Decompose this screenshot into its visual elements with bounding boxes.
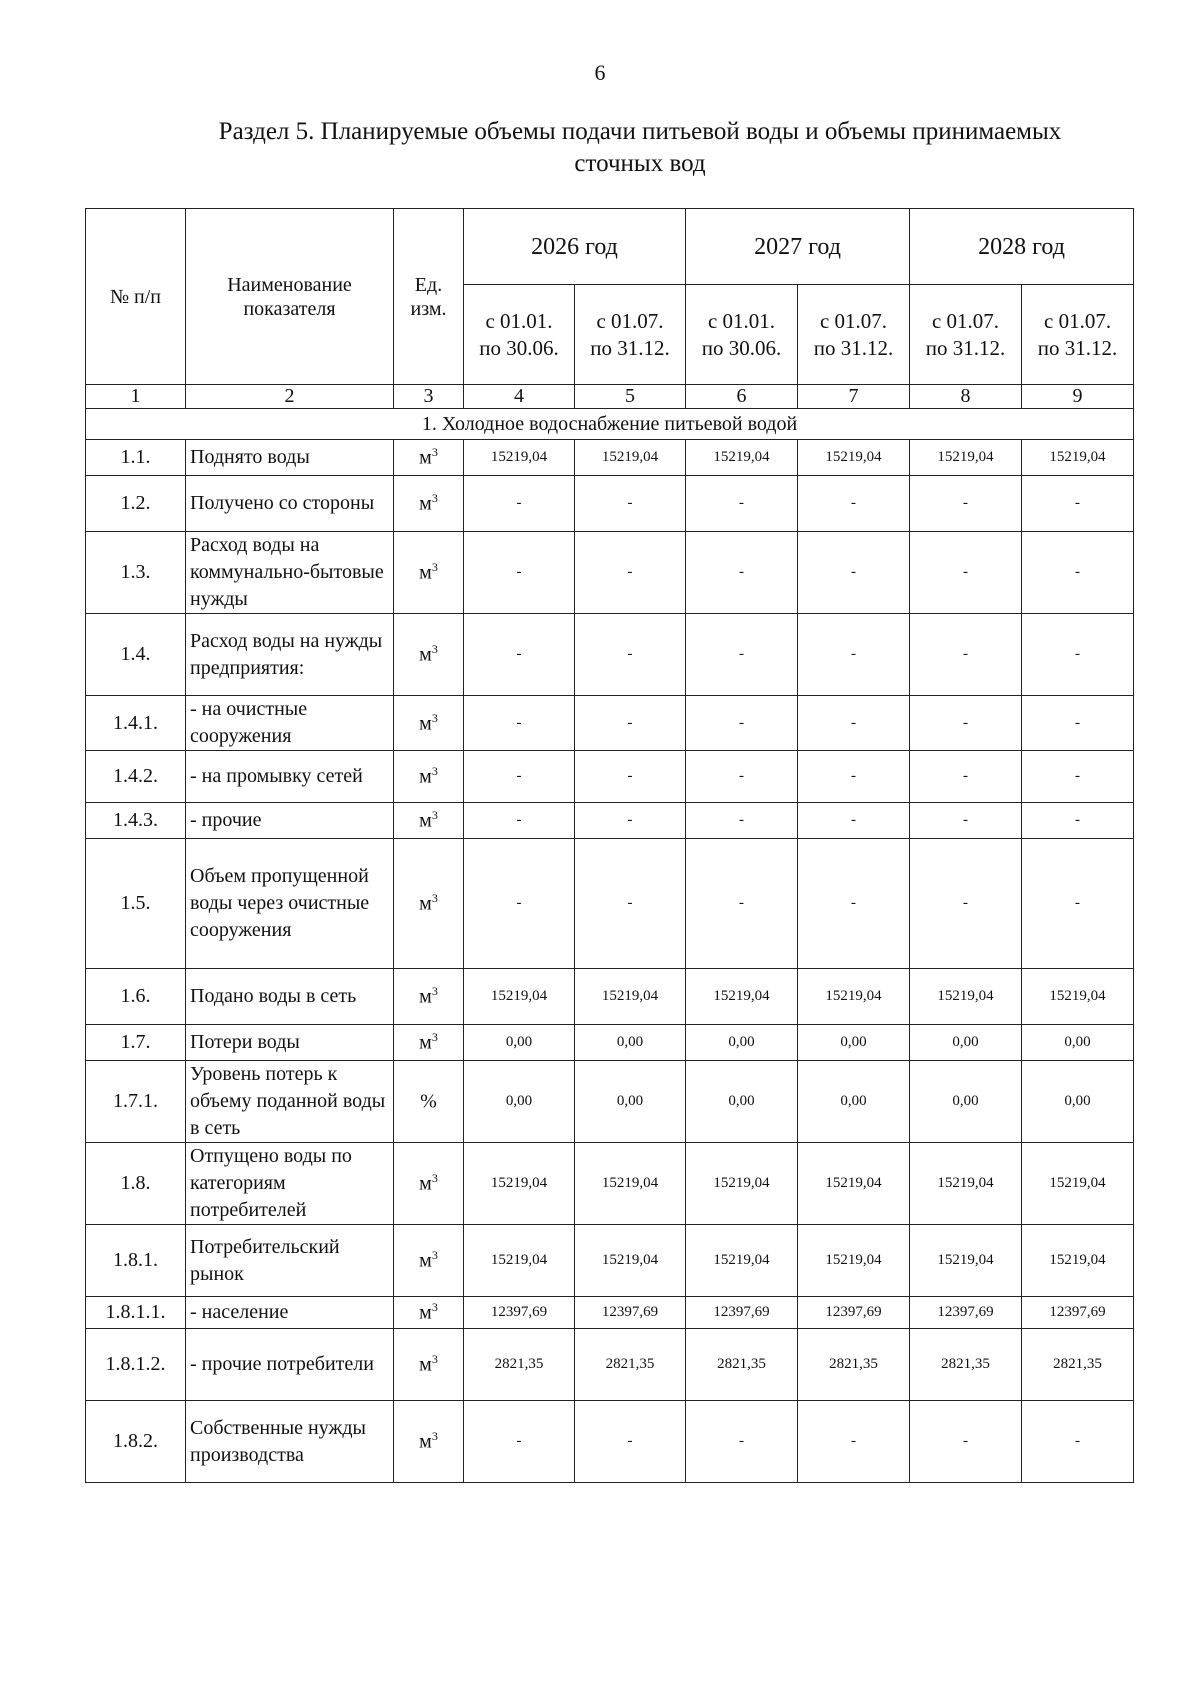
unit-exponent: 3 <box>431 1429 438 1444</box>
row-value: - <box>464 532 575 614</box>
row-indicator-name: Поднято воды <box>186 440 394 476</box>
row-value: 2821,35 <box>575 1329 686 1401</box>
column-number: 2 <box>186 385 394 409</box>
row-value: 15219,04 <box>910 1225 1022 1297</box>
unit-base: м <box>419 561 432 584</box>
unit-exponent: 3 <box>431 1300 438 1315</box>
row-value: 15219,04 <box>686 1143 798 1225</box>
header-period: с 01.07. по 31.12. <box>575 285 686 385</box>
section-title-line1: Раздел 5. Планируемые объемы подачи питьевой воды и объемы принимаемых <box>218 118 1062 145</box>
row-indicator-name: - население <box>186 1297 394 1329</box>
row-value: - <box>798 751 910 803</box>
table-row <box>86 696 1134 751</box>
row-value: 15219,04 <box>798 969 910 1025</box>
header-name: Наименование показателя <box>186 209 394 385</box>
section-heading-row <box>86 409 1134 440</box>
row-value: - <box>686 532 798 614</box>
unit-base: м <box>419 892 432 915</box>
unit-base: м <box>419 1301 432 1324</box>
row-indicator-name: Расход воды на коммунально-бытовые нужды <box>186 532 394 614</box>
header-period: с 01.07. по 31.12. <box>910 285 1022 385</box>
table-body <box>86 209 1134 1483</box>
unit-base: м <box>419 643 432 666</box>
row-value: 15219,04 <box>575 969 686 1025</box>
row-indicator-name: - прочие потребители <box>186 1329 394 1401</box>
row-value: - <box>910 532 1022 614</box>
row-value: 15219,04 <box>686 969 798 1025</box>
row-value: - <box>575 614 686 696</box>
row-value: - <box>464 839 575 969</box>
row-value: 0,00 <box>464 1025 575 1061</box>
row-indicator-name: Расход воды на нужды предприятия: <box>186 614 394 696</box>
row-value: 15219,04 <box>1022 440 1134 476</box>
unit-exponent: 3 <box>431 1171 438 1186</box>
row-value: - <box>798 696 910 751</box>
row-unit <box>394 969 464 1025</box>
row-value: 2821,35 <box>910 1329 1022 1401</box>
unit-exponent: 3 <box>431 1030 438 1045</box>
row-value: - <box>464 751 575 803</box>
row-number: 1.5. <box>86 839 186 969</box>
row-value: 15219,04 <box>1022 969 1134 1025</box>
row-value: - <box>686 476 798 532</box>
unit-exponent: 3 <box>431 891 438 906</box>
row-value: 0,00 <box>575 1025 686 1061</box>
row-number: 1.8.1. <box>86 1225 186 1297</box>
row-number: 1.4. <box>86 614 186 696</box>
unit-base: % <box>420 1090 437 1113</box>
row-indicator-name: Потребительский рынок <box>186 1225 394 1297</box>
row-value: - <box>686 1401 798 1483</box>
row-value: 0,00 <box>686 1061 798 1143</box>
row-number: 1.2. <box>86 476 186 532</box>
row-value: - <box>798 476 910 532</box>
unit-base: м <box>419 492 432 515</box>
unit-exponent: 3 <box>431 560 438 575</box>
row-value: 2821,35 <box>464 1329 575 1401</box>
row-number: 1.6. <box>86 969 186 1025</box>
row-value: 15219,04 <box>575 1143 686 1225</box>
unit-base: м <box>419 712 432 735</box>
row-unit <box>394 440 464 476</box>
row-value: - <box>910 803 1022 839</box>
row-value: 15219,04 <box>575 440 686 476</box>
header-year-2027: 2027 год <box>686 209 910 285</box>
row-value: - <box>464 1401 575 1483</box>
row-indicator-name: Уровень потерь к объему поданной воды в сеть <box>186 1061 394 1143</box>
table-row <box>86 969 1134 1025</box>
row-value: - <box>575 696 686 751</box>
unit-base: м <box>419 446 432 469</box>
row-value: - <box>1022 839 1134 969</box>
row-unit <box>394 1061 464 1143</box>
row-unit <box>394 751 464 803</box>
header-period: с 01.07. по 31.12. <box>798 285 910 385</box>
unit-exponent: 3 <box>431 491 438 506</box>
row-value: - <box>575 532 686 614</box>
table-row <box>86 1329 1134 1401</box>
row-value: - <box>1022 696 1134 751</box>
row-unit <box>394 614 464 696</box>
row-indicator-name: Отпущено воды по категориям потребителей <box>186 1143 394 1225</box>
table-row <box>86 1401 1134 1483</box>
row-value: 12397,69 <box>798 1297 910 1329</box>
row-indicator-name: Собственные нужды производства <box>186 1401 394 1483</box>
unit-exponent: 3 <box>431 642 438 657</box>
row-unit <box>394 839 464 969</box>
column-number: 9 <box>1022 385 1134 409</box>
row-value: - <box>464 696 575 751</box>
row-value: - <box>686 696 798 751</box>
row-indicator-name: Подано воды в сеть <box>186 969 394 1025</box>
unit-exponent: 3 <box>431 808 438 823</box>
header-period: с 01.01. по 30.06. <box>464 285 575 385</box>
unit-base: м <box>419 1353 432 1376</box>
header-period: с 01.01. по 30.06. <box>686 285 798 385</box>
header-year-2028: 2028 год <box>910 209 1134 285</box>
row-value: 0,00 <box>798 1061 910 1143</box>
row-number: 1.7.1. <box>86 1061 186 1143</box>
row-value: 15219,04 <box>1022 1225 1134 1297</box>
row-value: - <box>575 803 686 839</box>
row-value: 2821,35 <box>1022 1329 1134 1401</box>
header-unit: Ед. изм. <box>394 209 464 385</box>
row-value: - <box>1022 532 1134 614</box>
column-number: 1 <box>86 385 186 409</box>
row-number: 1.1. <box>86 440 186 476</box>
row-unit <box>394 1297 464 1329</box>
row-value: 15219,04 <box>798 1143 910 1225</box>
unit-base: м <box>419 985 432 1008</box>
row-value: - <box>1022 1401 1134 1483</box>
unit-base: м <box>419 1031 432 1054</box>
header-row-years <box>86 209 1134 285</box>
row-value: - <box>1022 803 1134 839</box>
unit-exponent: 3 <box>431 1352 438 1367</box>
row-number: 1.4.2. <box>86 751 186 803</box>
row-value: - <box>910 476 1022 532</box>
table-row <box>86 1225 1134 1297</box>
row-value: 0,00 <box>910 1061 1022 1143</box>
table-row <box>86 1061 1134 1143</box>
unit-base: м <box>419 1249 432 1272</box>
header-year-2026: 2026 год <box>464 209 686 285</box>
row-value: 0,00 <box>910 1025 1022 1061</box>
table-row <box>86 614 1134 696</box>
row-value: - <box>1022 751 1134 803</box>
unit-exponent: 3 <box>431 984 438 999</box>
row-indicator-name: Получено со стороны <box>186 476 394 532</box>
row-value: - <box>798 614 910 696</box>
row-value: - <box>798 532 910 614</box>
water-volume-table <box>85 208 1134 1483</box>
row-value: 15219,04 <box>910 1143 1022 1225</box>
table-row <box>86 803 1134 839</box>
row-value: - <box>464 476 575 532</box>
row-value: - <box>686 803 798 839</box>
row-value: 15219,04 <box>464 440 575 476</box>
row-value: - <box>910 751 1022 803</box>
row-number: 1.7. <box>86 1025 186 1061</box>
unit-base: м <box>419 765 432 788</box>
row-indicator-name: Потери воды <box>186 1025 394 1061</box>
column-number: 5 <box>575 385 686 409</box>
row-value: - <box>575 476 686 532</box>
row-unit <box>394 1225 464 1297</box>
unit-exponent: 3 <box>431 445 438 460</box>
row-value: 15219,04 <box>910 440 1022 476</box>
row-value: - <box>464 803 575 839</box>
row-value: - <box>798 803 910 839</box>
row-value: 12397,69 <box>1022 1297 1134 1329</box>
column-number-row <box>86 385 1134 409</box>
row-value: 0,00 <box>575 1061 686 1143</box>
row-unit <box>394 1025 464 1061</box>
row-number: 1.3. <box>86 532 186 614</box>
row-indicator-name: - на очистные сооружения <box>186 696 394 751</box>
unit-base: м <box>419 1430 432 1453</box>
row-value: 15219,04 <box>686 440 798 476</box>
row-unit <box>394 1329 464 1401</box>
row-number: 1.4.1. <box>86 696 186 751</box>
row-value: - <box>910 839 1022 969</box>
row-unit <box>394 476 464 532</box>
row-value: - <box>910 696 1022 751</box>
row-value: 2821,35 <box>686 1329 798 1401</box>
column-number: 7 <box>798 385 910 409</box>
row-unit <box>394 532 464 614</box>
section-title-line2: сточных вод <box>574 150 706 177</box>
row-value: 12397,69 <box>575 1297 686 1329</box>
row-value: 0,00 <box>464 1061 575 1143</box>
table-row <box>86 476 1134 532</box>
unit-exponent: 3 <box>431 764 438 779</box>
row-value: - <box>910 1401 1022 1483</box>
row-value: 0,00 <box>1022 1025 1134 1061</box>
row-value: - <box>575 751 686 803</box>
header-num: № п/п <box>86 209 186 385</box>
row-number: 1.8. <box>86 1143 186 1225</box>
row-value: - <box>798 839 910 969</box>
row-value: 15219,04 <box>464 969 575 1025</box>
row-value: 15219,04 <box>575 1225 686 1297</box>
row-value: - <box>686 839 798 969</box>
row-number: 1.8.1.1. <box>86 1297 186 1329</box>
row-unit <box>394 1143 464 1225</box>
column-number: 4 <box>464 385 575 409</box>
section-heading: 1. Холодное водоснабжение питьевой водой <box>86 409 1134 440</box>
table-row <box>86 751 1134 803</box>
row-value: 12397,69 <box>686 1297 798 1329</box>
unit-base: м <box>419 1172 432 1195</box>
row-unit <box>394 1401 464 1483</box>
column-number: 8 <box>910 385 1022 409</box>
row-value: 15219,04 <box>798 1225 910 1297</box>
column-number: 3 <box>394 385 464 409</box>
header-period: с 01.07. по 31.12. <box>1022 285 1134 385</box>
row-value: - <box>686 751 798 803</box>
table-row <box>86 532 1134 614</box>
row-value: - <box>910 614 1022 696</box>
unit-exponent: 3 <box>431 1248 438 1263</box>
row-unit <box>394 803 464 839</box>
row-value: - <box>464 614 575 696</box>
table-row <box>86 1143 1134 1225</box>
row-number: 1.8.2. <box>86 1401 186 1483</box>
row-value: 15219,04 <box>686 1225 798 1297</box>
row-value: 12397,69 <box>910 1297 1022 1329</box>
row-indicator-name: Объем пропущенной воды через очистные сооружения <box>186 839 394 969</box>
row-value: 15219,04 <box>464 1143 575 1225</box>
section-title <box>160 116 1120 180</box>
unit-base: м <box>419 809 432 832</box>
row-value: - <box>1022 614 1134 696</box>
row-number: 1.8.1.2. <box>86 1329 186 1401</box>
row-value: 0,00 <box>1022 1061 1134 1143</box>
row-value: - <box>575 1401 686 1483</box>
row-value: - <box>1022 476 1134 532</box>
table-row <box>86 440 1134 476</box>
row-value: 2821,35 <box>798 1329 910 1401</box>
table-row <box>86 839 1134 969</box>
row-value: 15219,04 <box>1022 1143 1134 1225</box>
row-value: 15219,04 <box>464 1225 575 1297</box>
row-value: - <box>575 839 686 969</box>
row-indicator-name: - на промывку сетей <box>186 751 394 803</box>
column-number: 6 <box>686 385 798 409</box>
row-value: 0,00 <box>798 1025 910 1061</box>
unit-exponent: 3 <box>431 710 438 725</box>
row-value: 12397,69 <box>464 1297 575 1329</box>
row-value: - <box>798 1401 910 1483</box>
page-number: 6 <box>594 60 606 85</box>
row-value: 0,00 <box>686 1025 798 1061</box>
row-indicator-name: - прочие <box>186 803 394 839</box>
row-number: 1.4.3. <box>86 803 186 839</box>
row-value: 15219,04 <box>910 969 1022 1025</box>
row-unit <box>394 696 464 751</box>
table-row <box>86 1297 1134 1329</box>
row-value: 15219,04 <box>798 440 910 476</box>
row-value: - <box>686 614 798 696</box>
table-row <box>86 1025 1134 1061</box>
